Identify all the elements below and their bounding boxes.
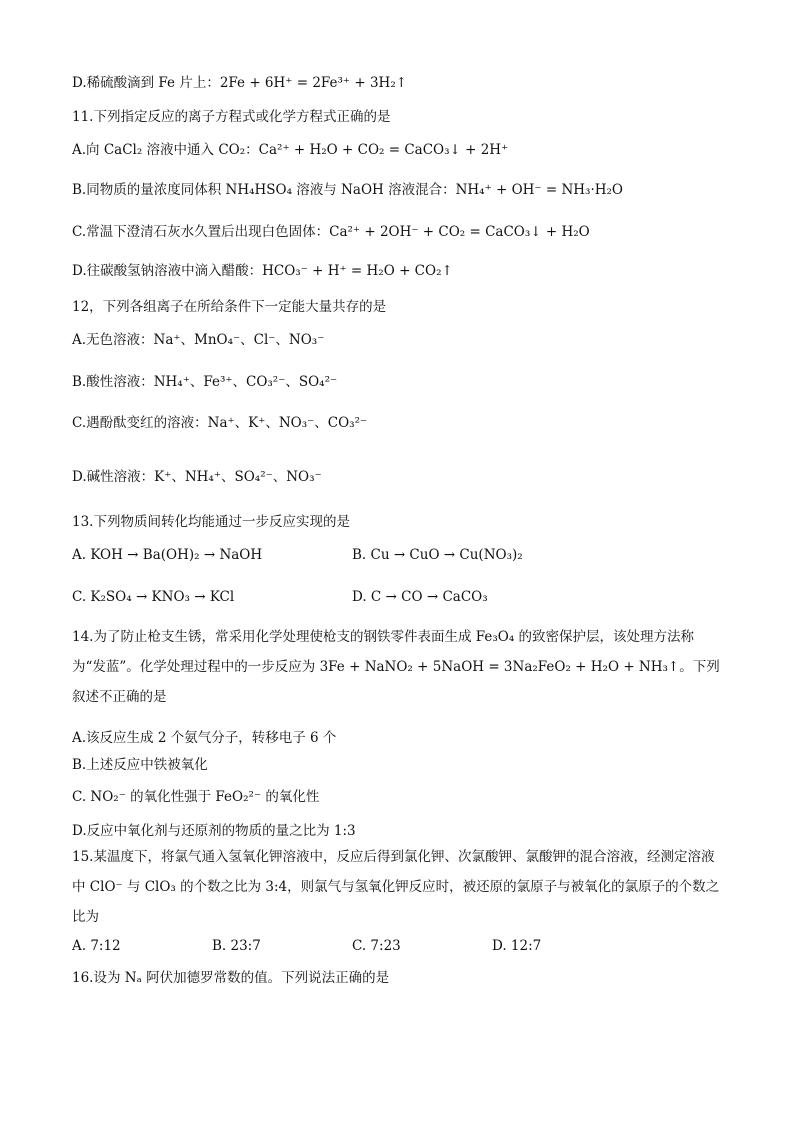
question-11-stem: 11.下列指定反应的离子方程式或化学方程式正确的是 <box>72 109 391 125</box>
line-q10-d: D.稀硫酸滴到 Fe 片上：2Fe + 6H⁺ = 2Fe³⁺ + 3H₂↑ <box>72 75 408 91</box>
question-15-stem: 15.某温度下，将氯气通入氢氧化钾溶液中，反应后得到氯化钾、次氯酸钾、氯酸钾的混合溶液，经测定溶液中 ClO⁻ 与 ClO₃ 的个数之比为 3:4，则氯气与氢氧化钾反应时，被还原的氯原子与被氧化的氯原子的个数之比为 <box>72 849 720 925</box>
q14-option-b: B.上述反应中铁被氧化 <box>72 757 208 773</box>
q15-option-d: D. 12:7 <box>492 938 542 954</box>
q12-option-b: B.酸性溶液：NH₄⁺、Fe³⁺、CO₃²⁻、SO₄²⁻ <box>72 374 338 390</box>
q13-option-a: A. KOH → Ba(OH)₂ → NaOH <box>72 547 263 563</box>
q13-option-c: C. K₂SO₄ → KNO₃ → KCl <box>72 589 235 605</box>
q11-option-c: C.常温下澄清石灰水久置后出现白色固体：Ca²⁺ + 2OH⁻ + CO₂ = CaCO₃↓ + H₂O <box>72 224 590 240</box>
question-12-stem: 12，下列各组离子在所给条件下一定能大量共存的是 <box>72 299 387 315</box>
q11-option-a: A.向 CaCl₂ 溶液中通入 CO₂：Ca²⁺ + H₂O + CO₂ = CaCO₃↓ + 2H⁺ <box>72 142 509 158</box>
q13-option-b: B. Cu → CuO → Cu(NO₃)₂ <box>352 547 523 563</box>
q14-option-c: C. NO₂⁻ 的氧化性强于 FeO₂²⁻ 的氧化性 <box>72 789 320 805</box>
q15-option-c: C. 7:23 <box>352 938 401 954</box>
q11-option-b: B.同物质的量浓度同体积 NH₄HSO₄ 溶液与 NaOH 溶液混合：NH₄⁺ + OH⁻ = NH₃·H₂O <box>72 182 623 198</box>
question-16-stem: 16.设为 Nₐ 阿伏加德罗常数的值。下列说法正确的是 <box>72 970 390 986</box>
q11-option-d: D.往碳酸氢钠溶液中滴入醋酸：HCO₃⁻ + H⁺ = H₂O + CO₂↑ <box>72 263 453 279</box>
q15-option-a: A. 7:12 <box>72 938 121 954</box>
q15-option-b: B. 23:7 <box>212 938 261 954</box>
q13-option-d: D. C → CO → CaCO₃ <box>352 589 488 605</box>
q12-option-d: D.碱性溶液：K⁺、NH₄⁺、SO₄²⁻、NO₃⁻ <box>72 469 322 485</box>
q12-option-c: C.遇酚酞变红的溶液：Na⁺、K⁺、NO₃⁻、CO₃²⁻ <box>72 415 368 431</box>
q12-option-a: A.无色溶液：Na⁺、MnO₄⁻、Cl⁻、NO₃⁻ <box>72 332 325 348</box>
q14-option-d: D.反应中氧化剂与还原剂的物质的量之比为 1:3 <box>72 823 356 839</box>
question-14-stem: 14.为了防止枪支生锈，常采用化学处理使枪支的钢铁零件表面生成 Fe₃O₄ 的致密保护层，该处理方法称为“发蓝”。化学处理过程中的一步反应为 3Fe + NaNO₂ + 5NaOH = 3Na₂FeO₂ + H₂O + NH₃↑。下列叙述不正确的是 <box>72 629 720 705</box>
q14-option-a: A.该反应生成 2 个氨气分子，转移电子 6 个 <box>72 730 337 746</box>
question-13-stem: 13.下列物质间转化均能通过一步反应实现的是 <box>72 514 350 530</box>
